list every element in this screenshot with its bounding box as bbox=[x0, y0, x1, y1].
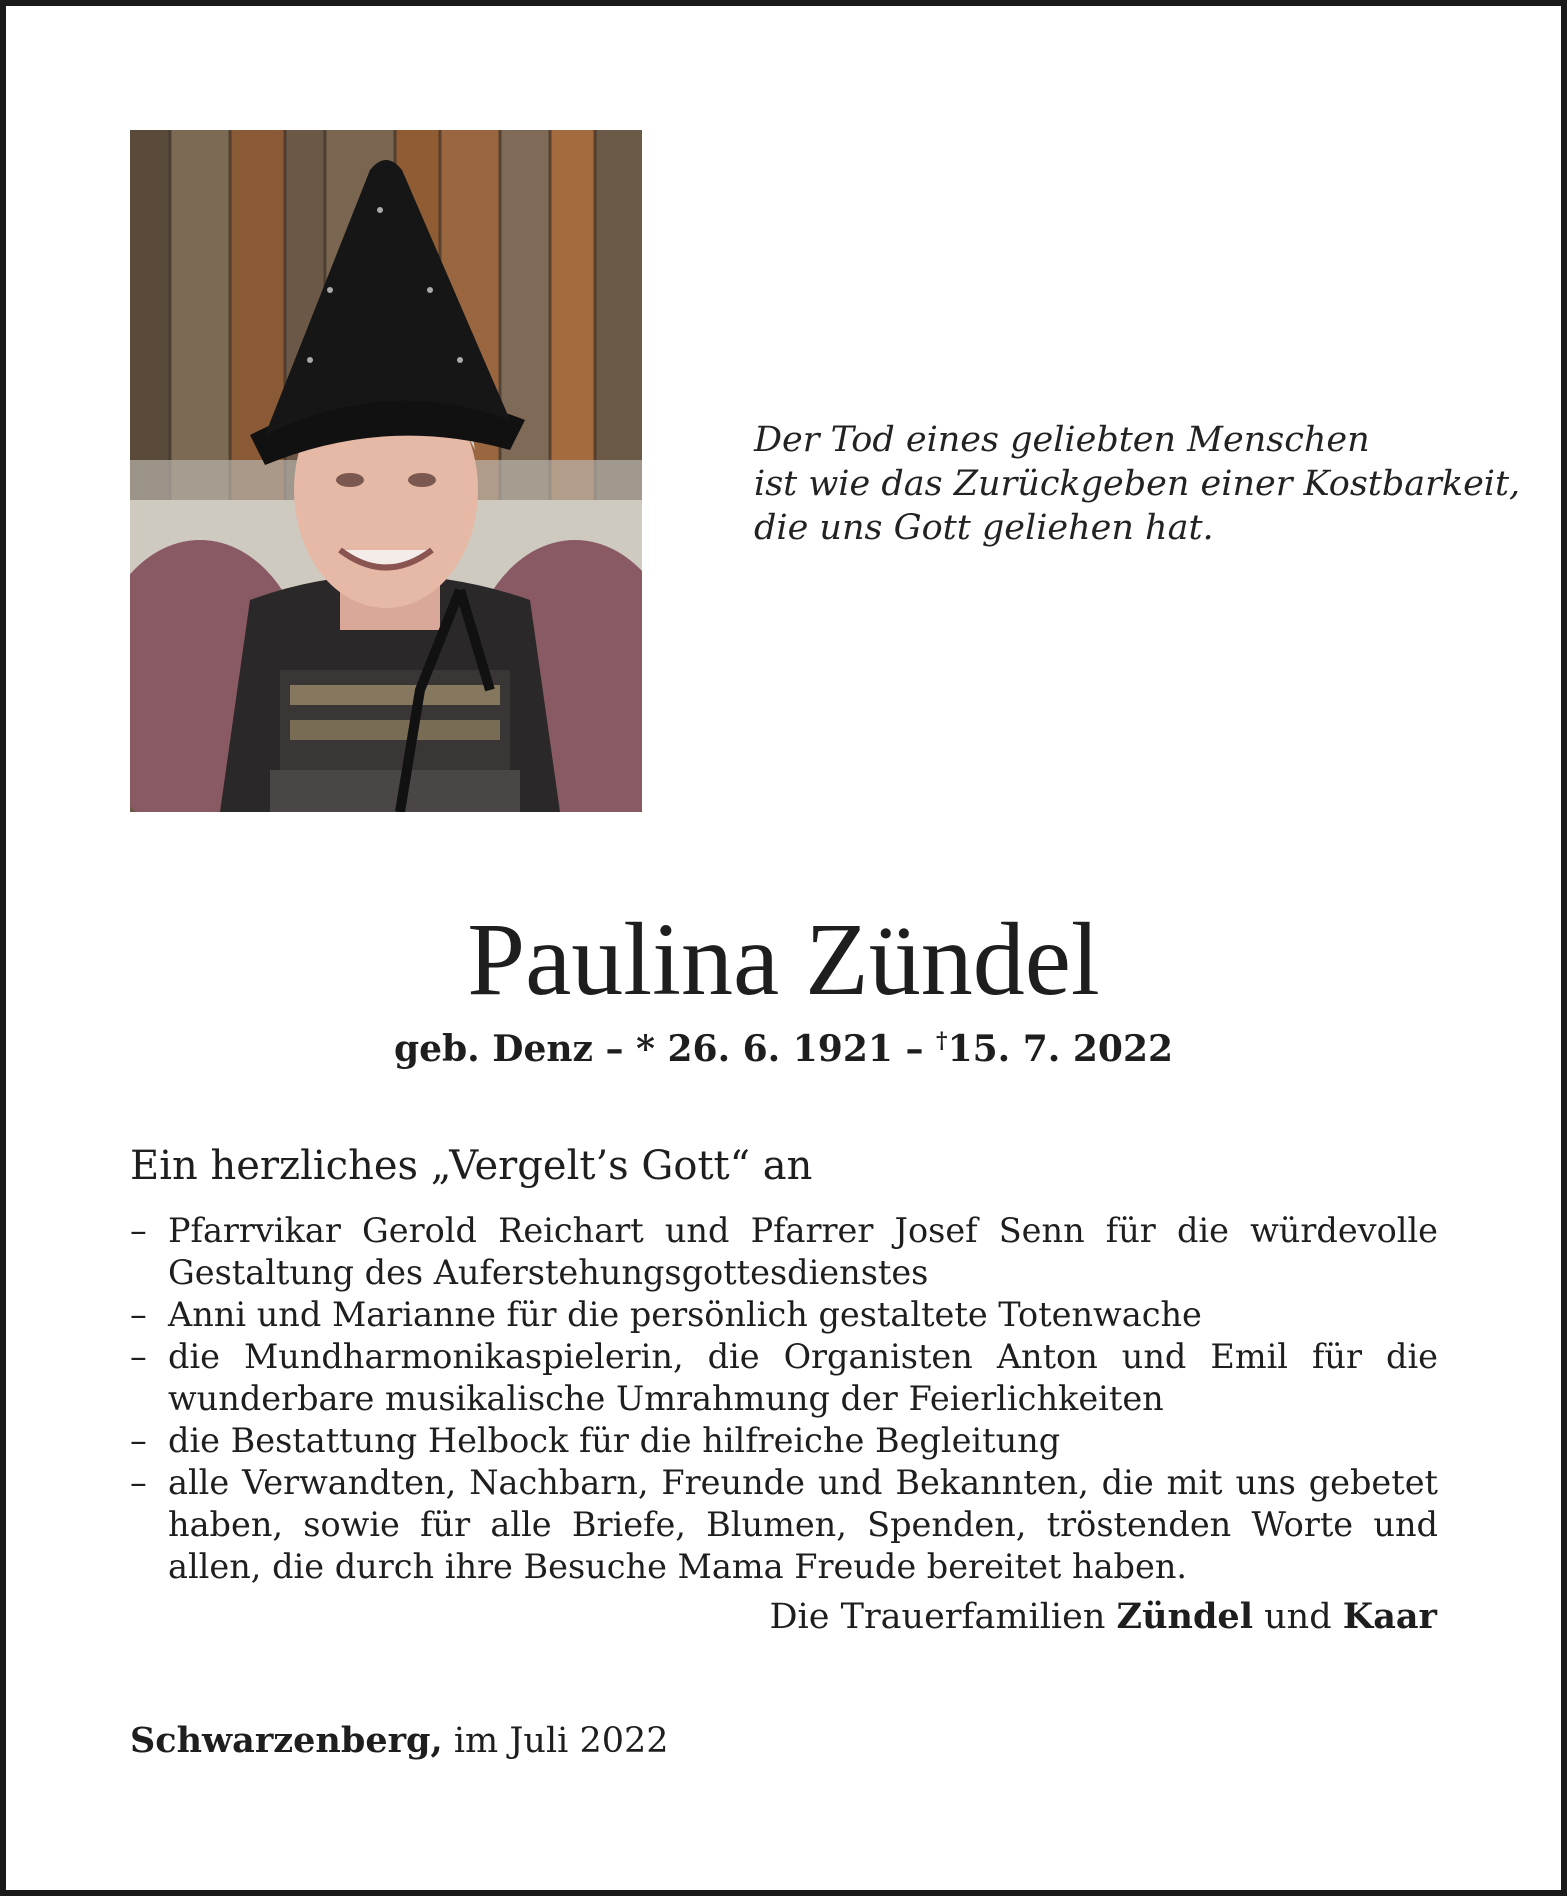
family-signature bbox=[770, 1594, 1438, 1640]
date-separator: – bbox=[605, 1028, 624, 1070]
town-name: Schwarzenberg, bbox=[130, 1720, 443, 1761]
quote-line: Der Tod eines geliebten Menschen bbox=[754, 420, 1370, 460]
list-item-text: die Bestattung Helbock für die hilfreiche Begleitung bbox=[168, 1421, 1061, 1460]
deceased-name: Paulina Zündel bbox=[467, 902, 1100, 1017]
born-symbol: * bbox=[636, 1028, 655, 1070]
portrait-photo bbox=[130, 130, 642, 812]
list-item bbox=[130, 1420, 1438, 1462]
notice-date: im Juli 2022 bbox=[453, 1721, 669, 1761]
list-item bbox=[130, 1336, 1438, 1420]
list-item-text: Pfarrvikar Gerold Reichart und Pfarrer Josef Senn für die würdevolle Gestaltung des Auferstehungsgottesdienstes bbox=[168, 1211, 1438, 1292]
list-item bbox=[130, 1210, 1438, 1294]
thanks-list bbox=[130, 1210, 1438, 1588]
died-symbol: † bbox=[936, 1028, 948, 1054]
list-item-text: die Mundharmonikaspielerin, die Organisten Anton und Emil für die wunderbare musikalische Umrahmung der Feierlichkeiten bbox=[168, 1337, 1438, 1418]
date-separator: – bbox=[905, 1028, 924, 1070]
family-name-2: Kaar bbox=[1342, 1596, 1437, 1637]
birth-name: geb. Denz bbox=[393, 1028, 593, 1070]
list-item-text: alle Verwandten, Nachbarn, Freunde und Bekannten, die mit uns gebetet haben, sowie für alle Briefe, Blumen, Spenden, tröstenden Worte und allen, die durch ihre Besuche Mama Freude bereitet haben. bbox=[168, 1463, 1438, 1586]
list-bullet: – bbox=[130, 1463, 147, 1502]
signature-prefix: Die Trauerfamilien bbox=[769, 1597, 1106, 1637]
place-date bbox=[130, 1718, 669, 1764]
list-bullet: – bbox=[130, 1211, 147, 1250]
quote-line: die uns Gott geliehen hat. bbox=[754, 508, 1214, 548]
memorial-quote bbox=[754, 418, 1520, 550]
birth-date: 26. 6. 1921 bbox=[667, 1028, 893, 1070]
list-item bbox=[130, 1294, 1438, 1336]
thanks-heading: Ein herzliches „Vergelt’s Gott“ an bbox=[130, 1143, 813, 1189]
list-bullet: – bbox=[130, 1295, 147, 1334]
list-item bbox=[130, 1462, 1438, 1588]
list-bullet: – bbox=[130, 1421, 147, 1460]
list-bullet: – bbox=[130, 1337, 147, 1376]
list-item-text: Anni und Marianne für die persönlich gestaltete Totenwache bbox=[168, 1295, 1202, 1334]
signature-conjunction: und bbox=[1264, 1597, 1332, 1637]
life-dates bbox=[0, 1018, 1567, 1072]
family-name-1: Zündel bbox=[1116, 1596, 1253, 1637]
quote-line: ist wie das Zurückgeben einer Kostbarkeit, bbox=[754, 464, 1521, 504]
death-date: 15. 7. 2022 bbox=[947, 1028, 1174, 1070]
